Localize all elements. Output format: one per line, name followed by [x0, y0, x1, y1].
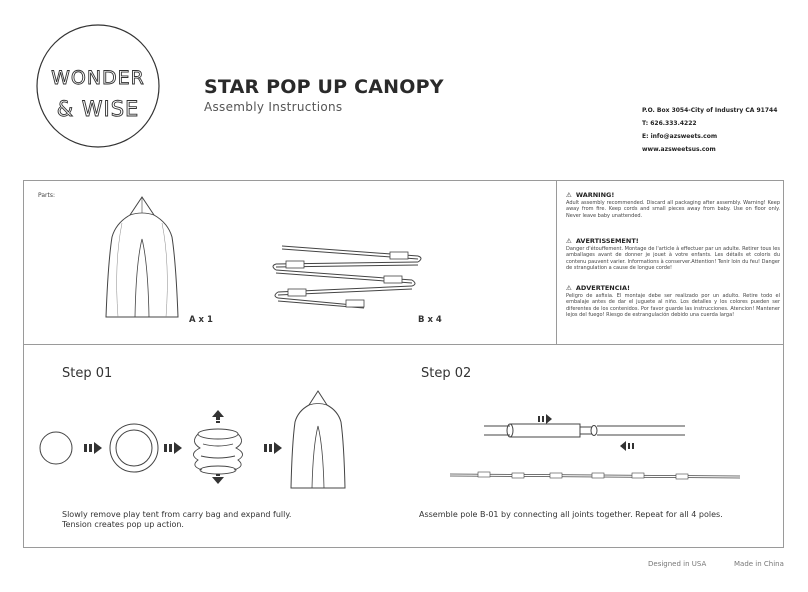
step-02-caption: Assemble pole B-01 by connecting all joints together. Repeat for all 4 poles.	[419, 510, 723, 519]
brand-line2: & WISE	[56, 97, 140, 121]
tent-illustration	[102, 193, 182, 323]
step-01-caption-line1: Slowly remove play tent from carry bag and expand fully.	[62, 510, 292, 519]
arrow-right-icon	[538, 414, 552, 424]
warning-body: Danger d'étouffement. Montage de l'article à effectuer par un adulte. Retirer tous les amballages avant de donner je jouet à votre enfants. Les détails et coloris du contenu pauvent varier. Informations à conserver.Attention! Tenir loin du feu! Danger de strangulation a cause de longue corde!	[566, 245, 780, 272]
step-01-title: Step 01	[62, 366, 113, 381]
contact-address: P.O. Box 3054-City of Industry CA 91744	[642, 107, 778, 114]
warning-title: WARNING!	[575, 191, 615, 199]
warning-triangle-icon: ⚠	[566, 237, 572, 245]
warning-title: AVERTISSEMENT!	[575, 237, 639, 245]
panel-divider-horizontal	[23, 344, 784, 345]
contact-phone: T: 626.333.4222	[642, 120, 697, 127]
arrow-left-icon	[620, 441, 634, 451]
warning-title: ADVERTENCIA!	[575, 284, 630, 292]
page-subtitle: Assembly Instructions	[204, 100, 343, 114]
brand-line1: WONDER	[51, 67, 145, 89]
warning-triangle-icon: ⚠	[566, 284, 572, 292]
warning-spanish	[566, 285, 780, 319]
step-02-illustration	[480, 410, 780, 494]
contact-web: www.azsweetsus.com	[642, 146, 716, 153]
warning-english	[566, 192, 780, 219]
arrow-right-icon	[84, 442, 102, 454]
step-01-tent-icon	[288, 388, 348, 492]
step-01-caption	[62, 510, 291, 530]
panel-divider-vertical	[556, 180, 557, 344]
part-a-label: A x 1	[189, 315, 213, 325]
contact-email: E: info@azsweets.com	[642, 133, 718, 140]
poles-illustration	[268, 236, 428, 308]
brand-logo	[34, 22, 162, 150]
contact-block	[642, 104, 777, 156]
warning-triangle-icon: ⚠	[566, 191, 572, 199]
footer-made: Made in China	[734, 560, 784, 568]
parts-label: Parts:	[38, 192, 55, 199]
warning-body: Adult assembly recommended. Discard all packaging after assembly. Warning! Keep away from fire. Keep cords and small pieces away from baby. Use on floor only. Never leave baby unattended.	[566, 199, 780, 219]
part-b-label: B x 4	[418, 315, 442, 325]
step-02-title: Step 02	[421, 366, 472, 381]
warning-french	[566, 238, 780, 272]
warning-body: Peligro de asfixia. El montaje debe ser realizado por un adulto. Retire todo el embalaje antes de dar el juguete al niño. Los detalles y los colores pueden ser diferentes de los contenidos. Por favor guarde las instrucciones. Atencion! Mantener lejos del fuego! Riesgo de estrangulación debido una cuerda larga!	[566, 292, 780, 319]
page-title: STAR POP UP CANOPY	[204, 76, 444, 98]
step-01-caption-line2: Tension creates pop up action.	[62, 520, 184, 529]
footer-designed: Designed in USA	[648, 560, 707, 568]
